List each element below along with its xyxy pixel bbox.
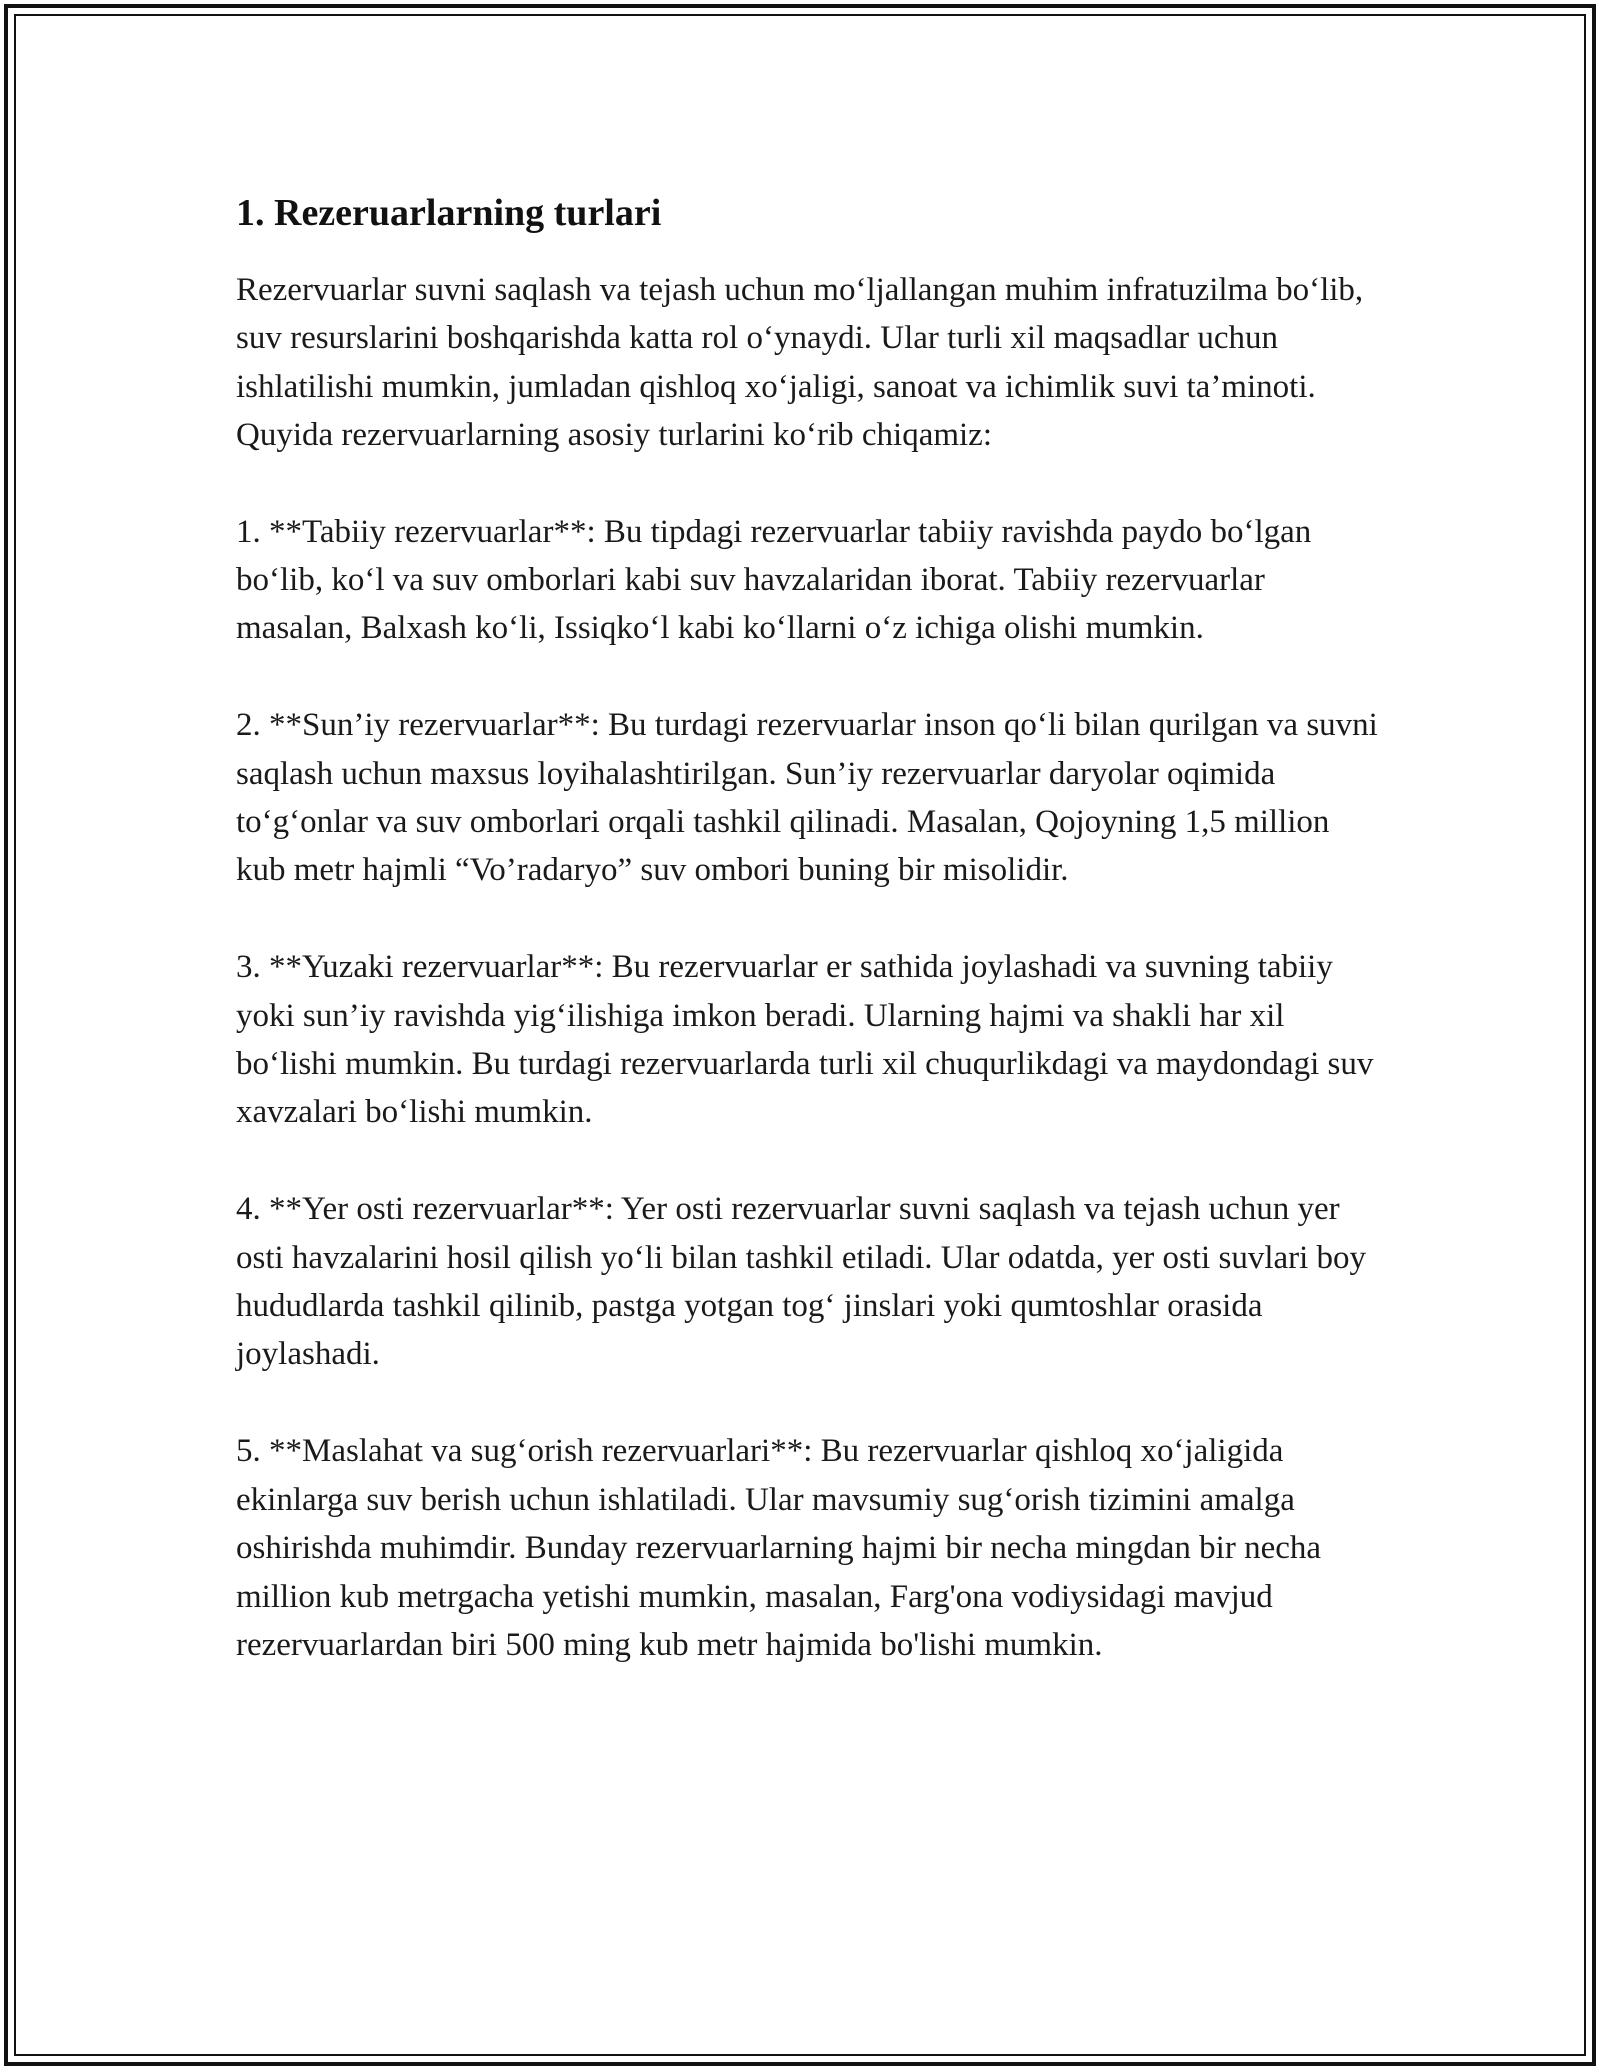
reservoir-types-list <box>236 508 1386 1670</box>
document-body <box>236 186 1386 1669</box>
list-item-surface: 3. **Yuzaki rezervuarlar**: Bu rezervuarlar er sathida joylashadi va suvning tabiiy yoki sun’iy ravishda yig‘ilishiga imkon beradi. Ularning hajmi va shakli har xil bo‘lishi mumkin. Bu turdagi rezervuarlarda turli xil chuqurlikdagi va maydondagi suv xavzalari bo‘lishi mumkin. <box>236 949 1374 1131</box>
intro-paragraph: Rezervuarlar suvni saqlash va tejash uchun mo‘ljallangan muhim infratuzilma bo‘lib, suv resurslarini boshqarishda katta rol o‘ynaydi. Ular turli xil maqsadlar uchun ishlatilishi mumkin, jumladan qishloq xo‘jaligi, sanoat va ichimlik suvi ta’minoti. Quyida rezervuarlarning asosiy turlarini ko‘rib chiqamiz: <box>236 272 1364 454</box>
section-heading: 1. Rezeruarlarning turlari <box>236 192 662 234</box>
list-item-artificial: 2. **Sun’iy rezervuarlar**: Bu turdagi rezervuarlar inson qo‘li bilan qurilgan va suvni saqlash uchun maxsus loyihalashtirilgan. Sun’iy rezervuarlar daryolar oqimida to‘g‘onlar va suv omborlari orqali tashkil qilinadi. Masalan, Qojoyning 1,5 million kub metr hajmli “Vo’radaryo” suv ombori buning bir misolidir. <box>236 707 1378 889</box>
list-item-underground: 4. **Yer osti rezervuarlar**: Yer osti rezervuarlar suvni saqlash va tejash uchun yer osti havzalarini hosil qilish yo‘li bilan tashkil etiladi. Ular odatda, yer osti suvlari boy hududlarda tashkil qilinib, pastga yotgan tog‘ jinslari yoki qumtoshlar orasida joylashadi. <box>236 1191 1367 1373</box>
list-item-natural: 1. **Tabiiy rezervuarlar**: Bu tipdagi rezervuarlar tabiiy ravishda paydo bo‘lgan bo‘lib, ko‘l va suv omborlari kabi suv havzalaridan iborat. Tabiiy rezervuarlar masalan, Balxash ko‘li, Issiqko‘l kabi ko‘llarni o‘z ichiga olishi mumkin. <box>236 513 1312 647</box>
list-item-irrigation: 5. **Maslahat va sug‘orish rezervuarlari**: Bu rezervuarlar qishloq xo‘jaligida ekinlarga suv berish uchun ishlatiladi. Ular mavsumiy sug‘orish tizimini amalga oshirishda muhimdir. Bunday rezervuarlarning hajmi bir necha mingdan bir necha million kub metrgacha yetishi mumkin, masalan, Farg'ona vodiysidagi mavjud rezervuarlardan biri 500 ming kub metr hajmida bo'lishi mumkin. <box>236 1433 1322 1663</box>
